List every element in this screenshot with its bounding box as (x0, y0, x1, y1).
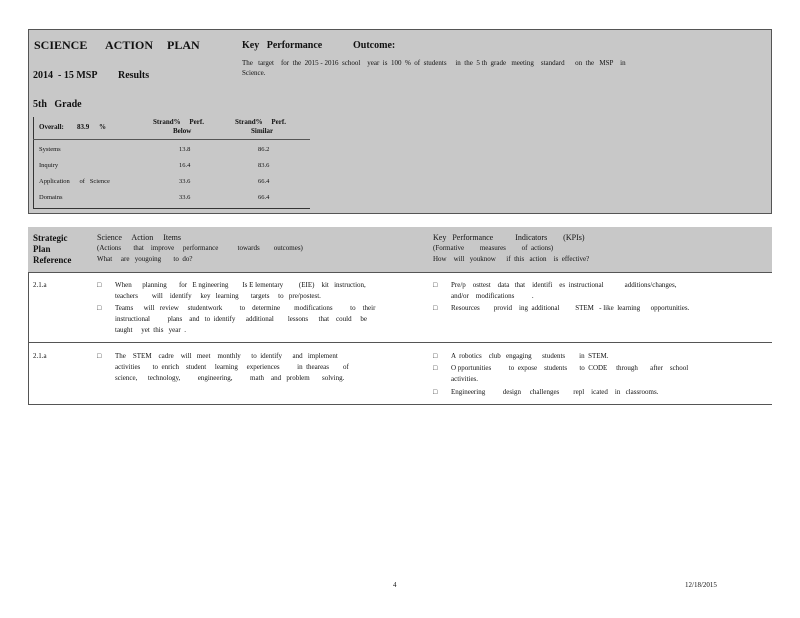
checkbox-icon: □ (97, 352, 102, 360)
checkbox-icon: □ (433, 281, 438, 289)
grade-label: 5th Grade (33, 99, 82, 110)
header-divider (28, 272, 772, 273)
action-item-line: When planning for E ngineering Is E lementary (EIE) kit instruction, (115, 281, 366, 289)
action-item-line: activities to enrich student learning experiences in theareas of (115, 363, 349, 371)
title-word-science: SCIENCE (34, 38, 88, 52)
col-similar-header-2: Similar (251, 127, 274, 135)
kpo-text-line-1: The target for the 2015 - 2016 school year is 100 % of students in the 5 th grade meeting standard on the MSP in (242, 59, 626, 67)
strand-row-name: Inquiry (39, 162, 59, 169)
checkbox-icon: □ (433, 304, 438, 312)
action-item-line: instructional plans and to identify additional lessons that could be (115, 315, 367, 323)
strand-row-similar: 66.4 (258, 194, 270, 201)
strand-row-below: 16.4 (179, 162, 191, 169)
row-reference: 2.1.a (33, 352, 47, 360)
kpi-item-line: Resources provid ing additional STEM - like learning opportunities. (451, 304, 690, 312)
action-item-line: The STEM cadre will meet monthly to identify and implement (115, 352, 338, 360)
checkbox-icon: □ (97, 304, 102, 312)
footer-date: 12/18/2015 (685, 581, 717, 589)
kpo-outcome-label: Outcome: (353, 40, 396, 51)
kpi-item-line: Pre/p osttest data that identifi es instructional additions/changes, (451, 281, 677, 289)
col-below-header: Strand% Perf. (153, 118, 204, 126)
overall-value: 83.9 (77, 123, 90, 131)
col-below-header-2: Below (173, 127, 192, 135)
kpo-text-line-2: Science. (242, 69, 266, 77)
strand-row-similar: 66.4 (258, 178, 270, 185)
kpi-item-line: Engineering design challenges repl icated in classrooms. (451, 388, 659, 396)
kpo-label: Key Performance (242, 40, 323, 51)
action-item-line: Teams will review studentwork to determine modifications to their (115, 304, 376, 312)
results-subtitle: 2014 - 15 MSP (33, 70, 98, 81)
row-reference: 2.1.a (33, 281, 47, 289)
header-strategic: Strategic (33, 233, 68, 243)
checkbox-icon: □ (433, 352, 438, 360)
title-word-plan: PLAN (167, 38, 200, 52)
page-number: 4 (393, 581, 397, 589)
strand-row-name: Application of Science (39, 178, 110, 185)
header-actions-desc: (Actions that improve performance towards outcomes) (97, 244, 303, 252)
kpi-item-line: O pportunities to expose students to CODE through after school (451, 364, 689, 372)
overall-label: Overall: (39, 123, 64, 131)
col-similar-header: Strand% Perf. (235, 118, 286, 126)
action-item-line: science, technology, engineering, math and problem solving. (115, 374, 345, 382)
kpi-item-line: and/or modifications . (451, 292, 534, 300)
checkbox-icon: □ (433, 388, 438, 396)
results-label: Results (118, 70, 150, 81)
strand-divider (33, 139, 310, 140)
strand-row-similar: 83.6 (258, 162, 270, 169)
header-kpi-question: How will youknow if this action is effective? (433, 255, 590, 263)
header-kpi-desc: (Formative measures of actions) (433, 244, 554, 252)
kpi-item-line: A robotics club engaging students in STEM. (451, 352, 609, 360)
checkbox-icon: □ (97, 281, 102, 289)
strand-row-below: 13.8 (179, 146, 191, 153)
title-word-action: ACTION (105, 38, 154, 52)
strand-row-below: 33.6 (179, 194, 191, 201)
strand-row-name: Domains (39, 194, 63, 201)
checkbox-icon: □ (433, 364, 438, 372)
strand-row-name: Systems (39, 146, 61, 153)
strand-row-similar: 86.2 (258, 146, 270, 153)
header-plan: Plan (33, 244, 51, 254)
row-divider (28, 342, 772, 343)
header-reference: Reference (33, 255, 72, 265)
action-item-line: teachers will identify key learning targets to pre/postest. (115, 292, 321, 300)
strand-row-below: 33.6 (179, 178, 191, 185)
header-kpi-title: Key Performance Indicators (KPIs) (433, 233, 585, 242)
header-actions-question: What are yougoing to do? (97, 255, 193, 263)
overall-unit: % (99, 123, 106, 131)
header-actions-title: Science Action Items (97, 233, 181, 242)
kpi-item-line: activities. (451, 375, 479, 383)
action-item-line: taught yet this year . (115, 326, 186, 334)
